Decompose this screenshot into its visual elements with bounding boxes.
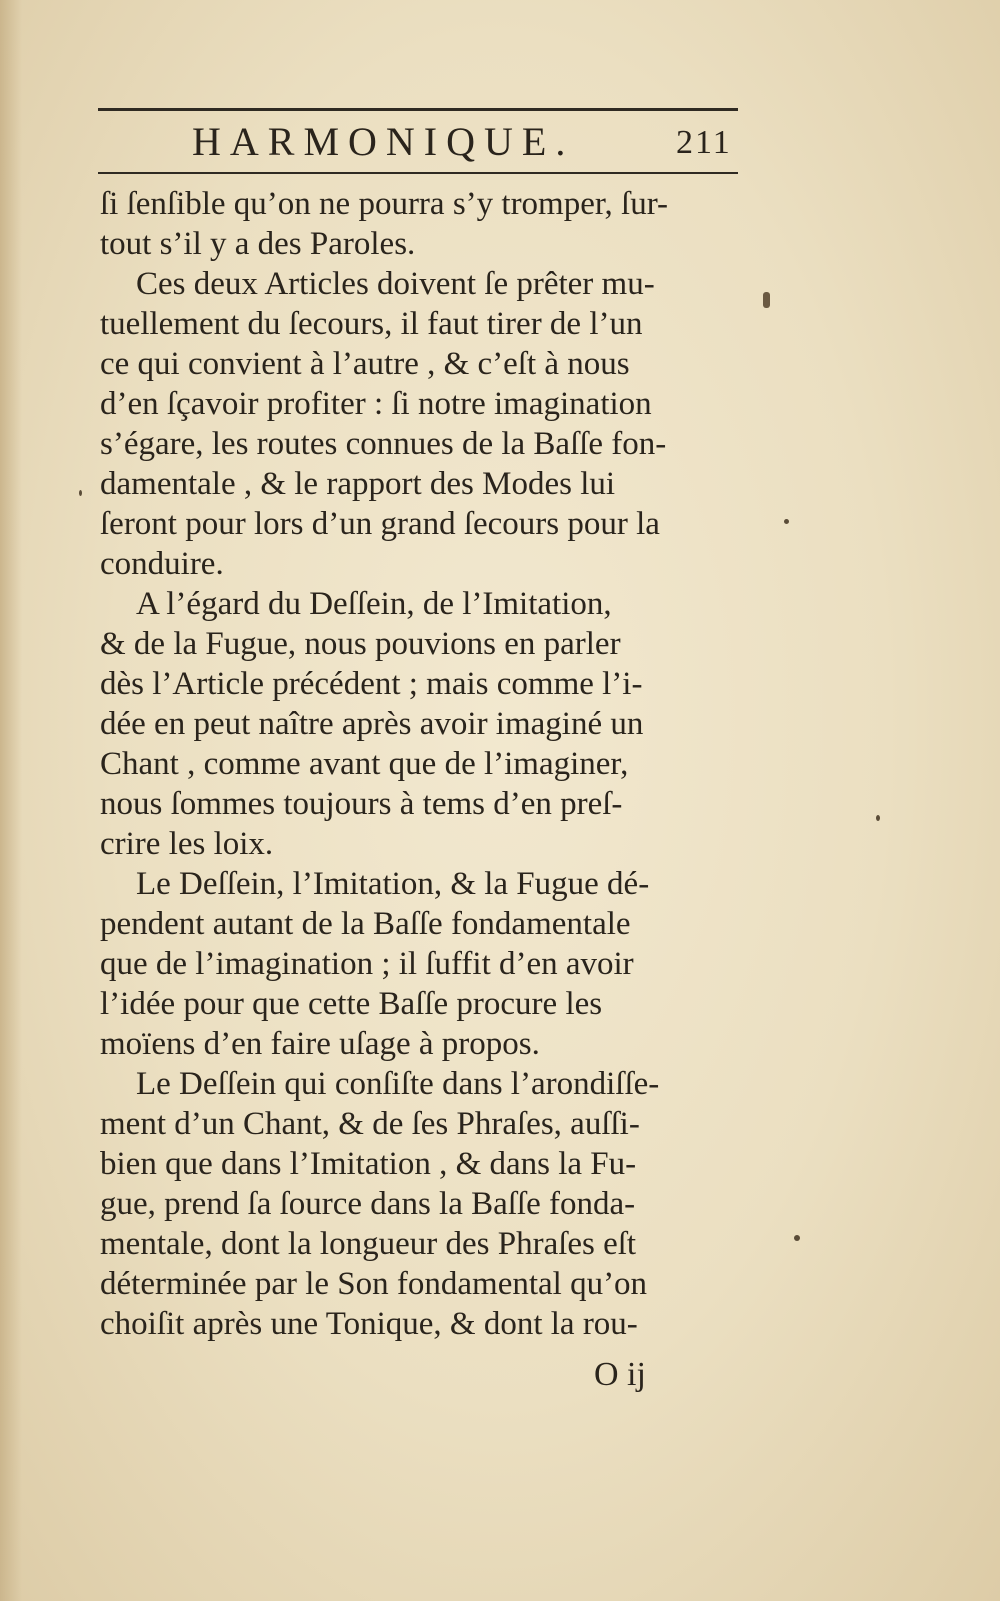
- text-line: tout s’il y a des Paroles.: [100, 226, 416, 262]
- text-line: nous ſommes toujours à tems d’en preſ-: [100, 786, 623, 822]
- text-line: Chant , comme avant que de l’imaginer,: [100, 746, 629, 782]
- text-line: pendent autant de la Baſſe fondamentale: [100, 906, 631, 942]
- text-line: ſi ſenſible qu’on ne pourra s’y tromper, ſur-: [100, 186, 669, 222]
- text-line: bien que dans l’Imitation , & dans la Fu-: [100, 1146, 637, 1182]
- text-line: dée en peut naître après avoir imaginé un: [100, 706, 644, 742]
- text-line: que de l’imagination ; il ſuffit d’en avoir: [100, 946, 634, 982]
- signature-mark: O ij: [594, 1356, 646, 1393]
- text-line: mentale, dont la longueur des Phraſes eſt: [100, 1226, 637, 1262]
- text-line: moïens d’en faire uſage à propos.: [100, 1026, 540, 1062]
- text-line: ce qui convient à l’autre , & c’eſt à nous: [100, 346, 630, 382]
- text-line: l’idée pour que cette Baſſe procure les: [100, 986, 603, 1022]
- ink-speck: [784, 519, 789, 524]
- header-rule-top: [98, 108, 738, 111]
- text-line: crire les loix.: [100, 826, 274, 862]
- running-head: HARMONIQUE.: [192, 119, 575, 164]
- text-line: damentale , & le rapport des Modes lui: [100, 466, 616, 502]
- ink-speck: [794, 1235, 800, 1241]
- page-number: 211: [676, 124, 732, 161]
- text-line: s’égare, les routes connues de la Baſſe fon-: [100, 426, 667, 462]
- body-text: [100, 184, 750, 1344]
- text-line: ſeront pour lors d’un grand ſecours pour la: [100, 506, 660, 542]
- text-line: & de la Fugue, nous pouvions en parler: [100, 626, 621, 662]
- paragraph-start-line: Ces deux Articles doivent ſe prêter mu-: [136, 266, 655, 302]
- text-line: gue, prend ſa ſource dans la Baſſe fonda-: [100, 1186, 636, 1222]
- paragraph-start-line: Le Deſſein, l’Imitation, & la Fugue dé-: [136, 866, 650, 902]
- page-edge-shadow: [0, 0, 22, 1601]
- text-line: déterminée par le Son fondamental qu’on: [100, 1266, 648, 1302]
- ink-speck: [876, 815, 880, 821]
- paragraph-start-line: A l’égard du Deſſein, de l’Imitation,: [136, 586, 612, 622]
- ink-speck: [763, 292, 770, 308]
- text-line: d’en ſçavoir profiter : ſi notre imagination: [100, 386, 652, 422]
- text-line: conduire.: [100, 546, 224, 582]
- text-line: choiſit après une Tonique, & dont la rou-: [100, 1306, 638, 1342]
- header-rule-bottom: [98, 172, 738, 174]
- text-line: dès l’Article précédent ; mais comme l’i-: [100, 666, 643, 702]
- text-line: tuellement du ſecours, il faut tirer de l’un: [100, 306, 643, 342]
- paragraph-start-line: Le Deſſein qui conſiſte dans l’arondiſſe-: [136, 1066, 660, 1102]
- ink-speck: [79, 490, 82, 496]
- text-line: ment d’un Chant, & de ſes Phraſes, auſſi-: [100, 1106, 640, 1142]
